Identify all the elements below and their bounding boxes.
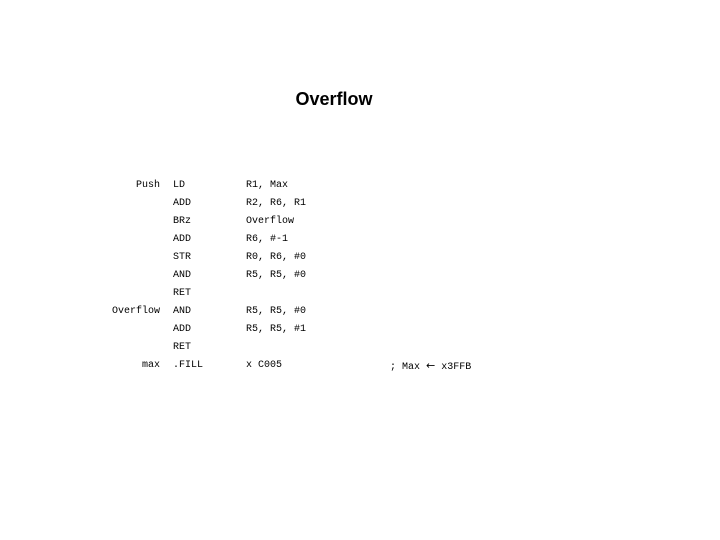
code-opcode: .FILL [173,360,204,371]
code-line [0,249,720,267]
code-operands: R5, R5, #1 [246,324,307,335]
code-line [0,321,720,339]
code-label: Overflow [111,306,160,317]
code-line [0,267,720,285]
code-operands: R5, R5, #0 [246,270,307,281]
code-label: max [141,360,160,371]
code-opcode: AND [173,270,192,281]
code-operands: x C005 [246,360,283,371]
code-operands: R5, R5, #0 [246,306,307,317]
code-line [0,195,720,213]
code-line [0,303,720,321]
comment-value: x3FFB [441,362,472,373]
code-label: Push [135,180,160,191]
comment-text: ; Max [390,362,421,373]
code-operands: R0, R6, #0 [246,252,307,263]
code-opcode: BRz [173,216,192,227]
code-operands: R6, #-1 [246,234,289,245]
code-opcode: ADD [173,324,192,335]
slide-title: Overflow [295,89,373,109]
code-line [0,339,720,357]
left-arrow-icon: ← [426,359,436,372]
code-comment [390,357,471,377]
code-opcode: RET [173,288,192,299]
code-opcode: LD [173,180,186,191]
code-opcode: STR [173,252,192,263]
code-line [0,285,720,303]
code-operands: R2, R6, R1 [246,198,307,209]
code-operands: Overflow [246,216,295,227]
code-line [0,231,720,249]
code-line [0,357,720,375]
code-opcode: ADD [173,198,192,209]
code-line [0,177,720,195]
code-line [0,213,720,231]
code-opcode: ADD [173,234,192,245]
code-opcode: AND [173,306,192,317]
code-opcode: RET [173,342,192,353]
code-operands: R1, Max [246,180,289,191]
